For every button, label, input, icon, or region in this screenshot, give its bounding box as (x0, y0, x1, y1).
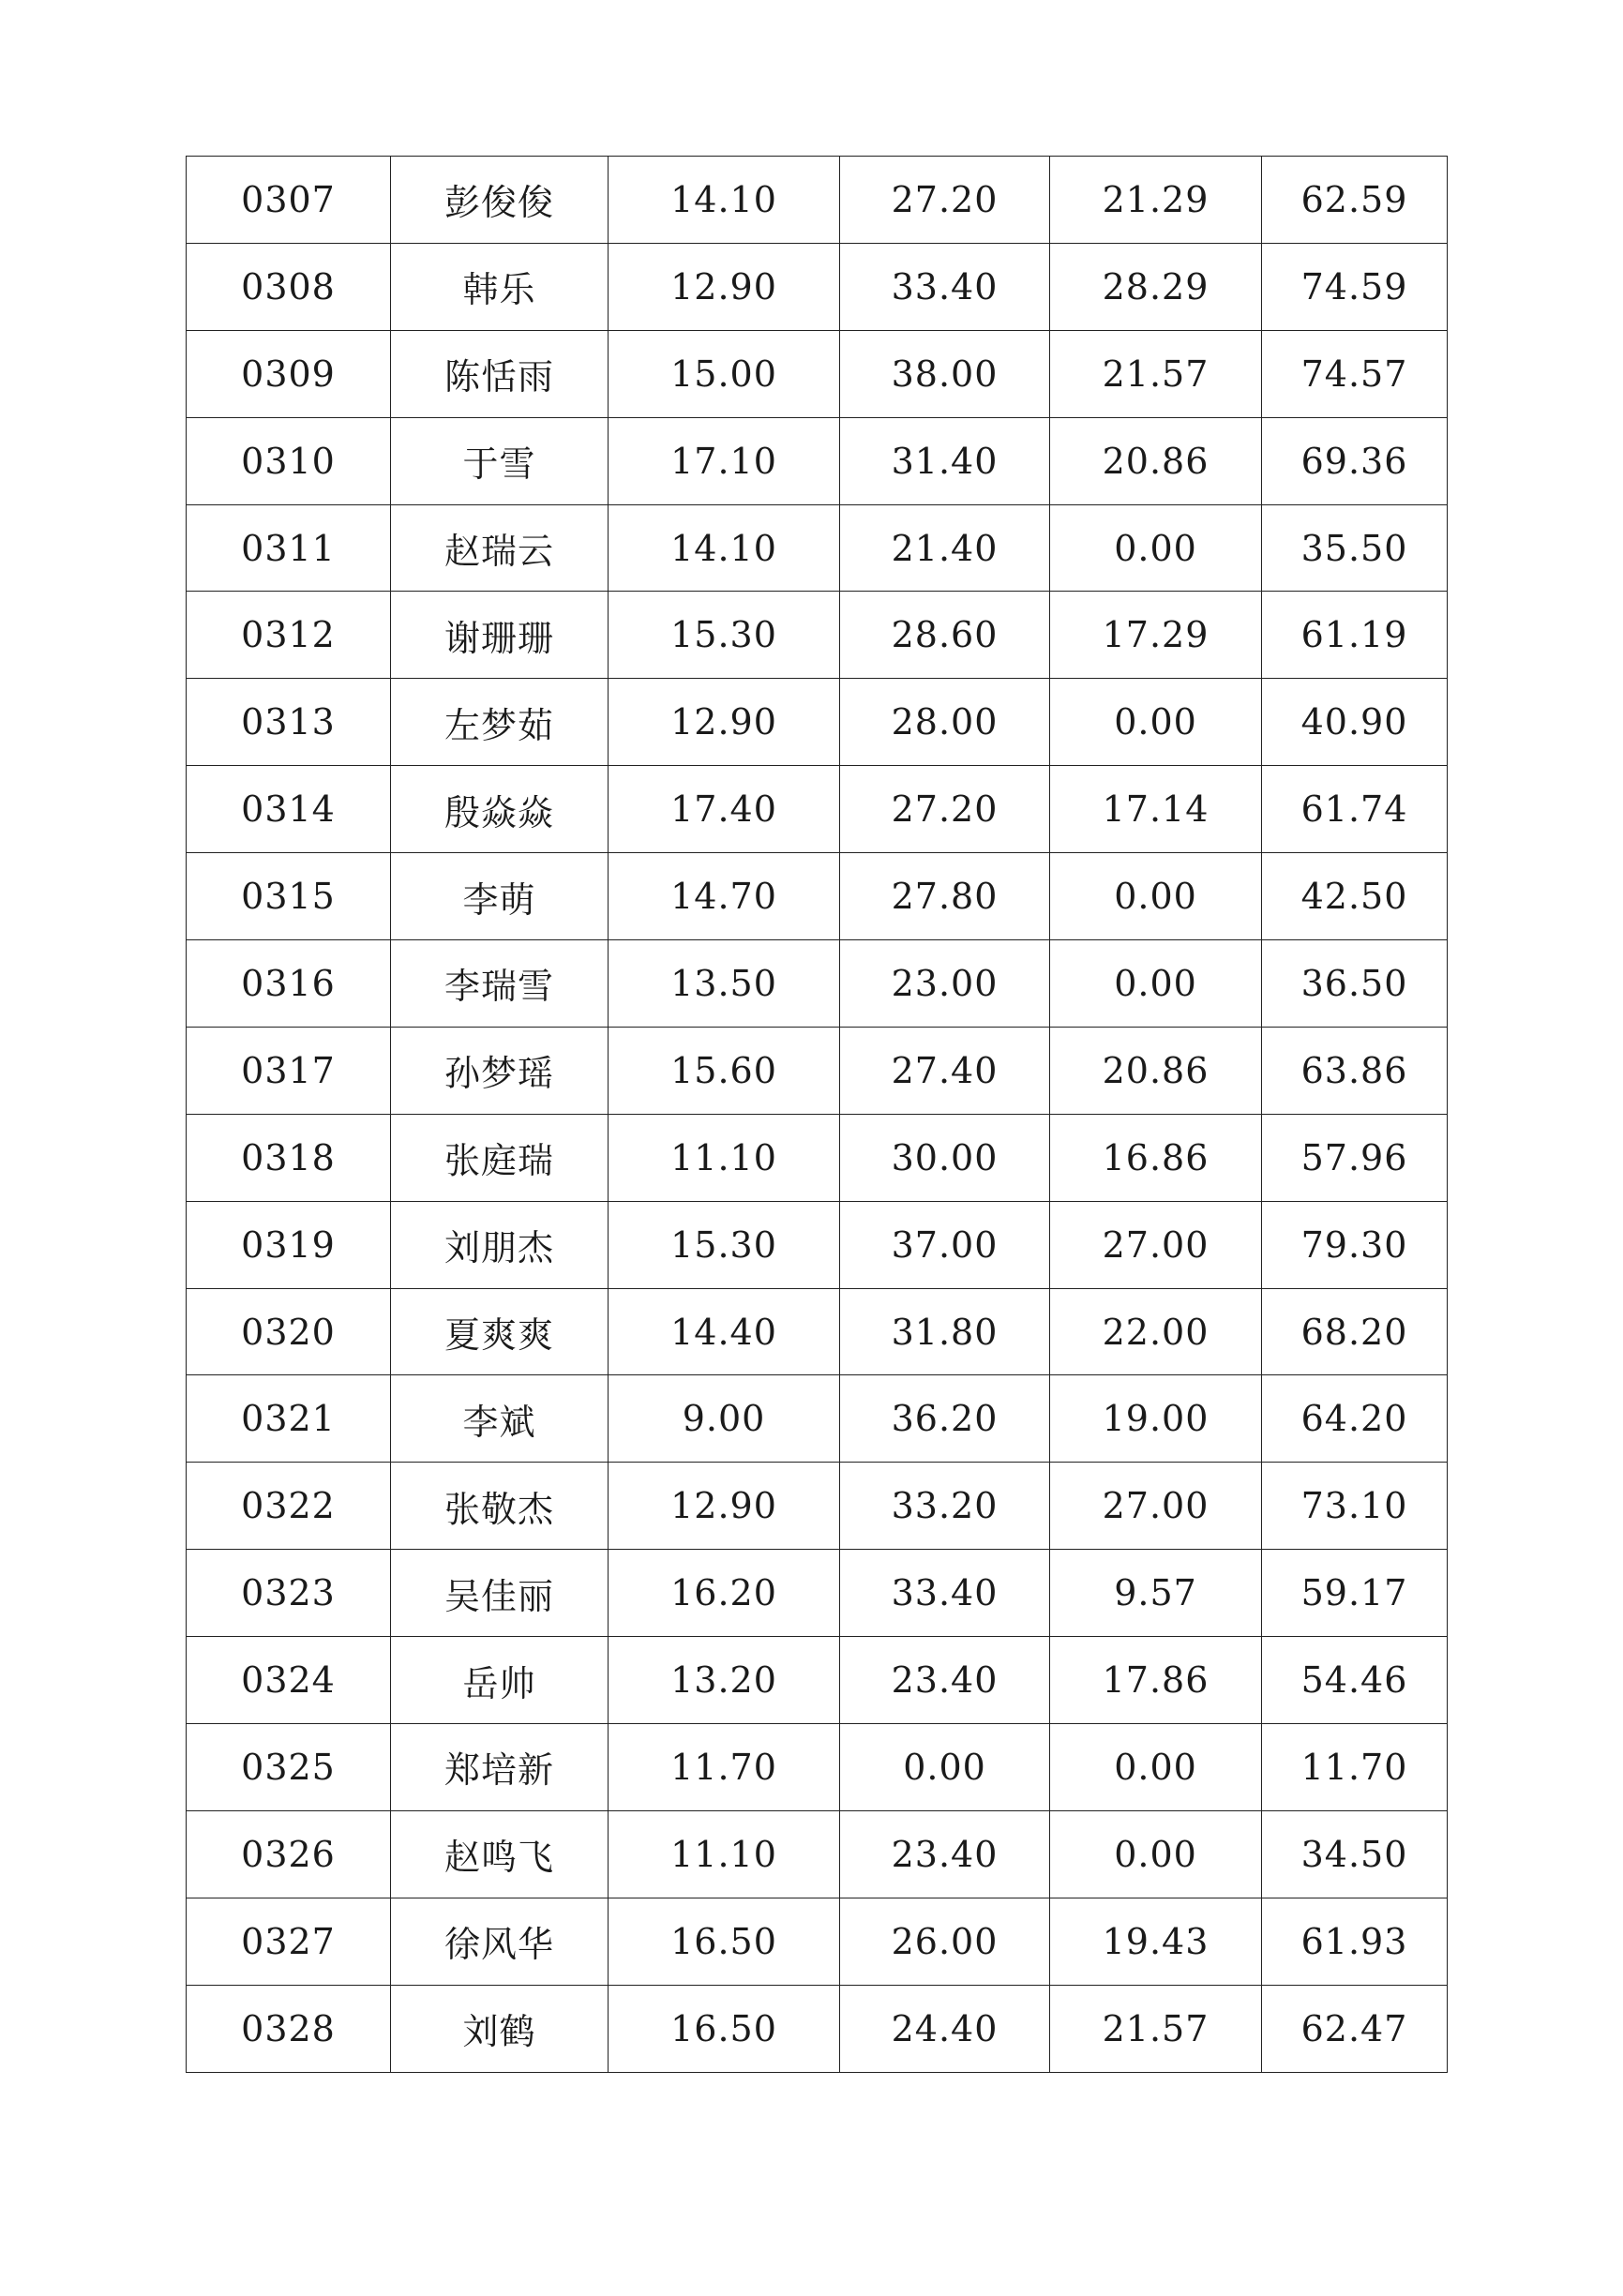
score3-cell: 17.86 (1050, 1637, 1262, 1724)
score2-cell: 27.20 (840, 766, 1050, 853)
id-cell: 0307 (187, 157, 391, 244)
table-row (187, 679, 1448, 766)
total-cell: 62.47 (1262, 1985, 1448, 2072)
total-cell: 74.59 (1262, 243, 1448, 330)
id-cell: 0322 (187, 1463, 391, 1550)
total-cell: 42.50 (1262, 853, 1448, 940)
score2-cell: 23.00 (840, 940, 1050, 1028)
table-row (187, 1810, 1448, 1898)
score3-cell: 21.29 (1050, 157, 1262, 244)
score3-cell: 20.86 (1050, 417, 1262, 504)
score1-cell: 11.10 (609, 1810, 840, 1898)
table-row (187, 766, 1448, 853)
total-cell: 54.46 (1262, 1637, 1448, 1724)
id-cell: 0312 (187, 592, 391, 679)
id-cell: 0316 (187, 940, 391, 1028)
table-row (187, 1898, 1448, 1985)
name-cell: 张庭瑞 (391, 1114, 609, 1201)
table-row (187, 243, 1448, 330)
score1-cell: 17.40 (609, 766, 840, 853)
total-cell: 35.50 (1262, 504, 1448, 592)
score2-cell: 26.00 (840, 1898, 1050, 1985)
score3-cell: 0.00 (1050, 679, 1262, 766)
score1-cell: 12.90 (609, 679, 840, 766)
score1-cell: 14.70 (609, 853, 840, 940)
table-row (187, 330, 1448, 417)
total-cell: 61.93 (1262, 1898, 1448, 1985)
score1-cell: 15.60 (609, 1027, 840, 1114)
table-row (187, 1637, 1448, 1724)
name-cell: 谢珊珊 (391, 592, 609, 679)
id-cell: 0317 (187, 1027, 391, 1114)
table-row (187, 592, 1448, 679)
score2-cell: 33.40 (840, 243, 1050, 330)
table-row (187, 1288, 1448, 1375)
table-row (187, 1724, 1448, 1811)
score-table (186, 156, 1448, 2073)
score3-cell: 9.57 (1050, 1550, 1262, 1637)
name-cell: 孙梦瑶 (391, 1027, 609, 1114)
score1-cell: 12.90 (609, 243, 840, 330)
score2-cell: 30.00 (840, 1114, 1050, 1201)
name-cell: 李瑞雪 (391, 940, 609, 1028)
name-cell: 岳帅 (391, 1637, 609, 1724)
score1-cell: 11.10 (609, 1114, 840, 1201)
total-cell: 61.19 (1262, 592, 1448, 679)
table-body (187, 157, 1448, 2073)
score2-cell: 0.00 (840, 1724, 1050, 1811)
name-cell: 刘朋杰 (391, 1201, 609, 1288)
name-cell: 吴佳丽 (391, 1550, 609, 1637)
total-cell: 61.74 (1262, 766, 1448, 853)
score1-cell: 15.00 (609, 330, 840, 417)
name-cell: 韩乐 (391, 243, 609, 330)
total-cell: 34.50 (1262, 1810, 1448, 1898)
name-cell: 郑培新 (391, 1724, 609, 1811)
total-cell: 79.30 (1262, 1201, 1448, 1288)
score1-cell: 14.10 (609, 157, 840, 244)
table-row (187, 504, 1448, 592)
score2-cell: 24.40 (840, 1985, 1050, 2072)
score1-cell: 17.10 (609, 417, 840, 504)
score1-cell: 11.70 (609, 1724, 840, 1811)
name-cell: 夏爽爽 (391, 1288, 609, 1375)
score3-cell: 0.00 (1050, 853, 1262, 940)
name-cell: 徐风华 (391, 1898, 609, 1985)
id-cell: 0314 (187, 766, 391, 853)
name-cell: 彭俊俊 (391, 157, 609, 244)
score1-cell: 13.50 (609, 940, 840, 1028)
total-cell: 36.50 (1262, 940, 1448, 1028)
total-cell: 64.20 (1262, 1375, 1448, 1463)
table-row (187, 1463, 1448, 1550)
score1-cell: 16.20 (609, 1550, 840, 1637)
table-row (187, 1375, 1448, 1463)
score1-cell: 9.00 (609, 1375, 840, 1463)
score2-cell: 33.40 (840, 1550, 1050, 1637)
table-row (187, 1985, 1448, 2072)
score1-cell: 15.30 (609, 1201, 840, 1288)
score2-cell: 28.60 (840, 592, 1050, 679)
score1-cell: 16.50 (609, 1898, 840, 1985)
score3-cell: 0.00 (1050, 1810, 1262, 1898)
score2-cell: 27.80 (840, 853, 1050, 940)
score3-cell: 22.00 (1050, 1288, 1262, 1375)
name-cell: 陈恬雨 (391, 330, 609, 417)
id-cell: 0324 (187, 1637, 391, 1724)
score2-cell: 23.40 (840, 1637, 1050, 1724)
score3-cell: 27.00 (1050, 1201, 1262, 1288)
name-cell: 李斌 (391, 1375, 609, 1463)
id-cell: 0327 (187, 1898, 391, 1985)
id-cell: 0325 (187, 1724, 391, 1811)
score1-cell: 14.10 (609, 504, 840, 592)
score2-cell: 36.20 (840, 1375, 1050, 1463)
score2-cell: 33.20 (840, 1463, 1050, 1550)
score1-cell: 15.30 (609, 592, 840, 679)
total-cell: 73.10 (1262, 1463, 1448, 1550)
score3-cell: 0.00 (1050, 504, 1262, 592)
id-cell: 0313 (187, 679, 391, 766)
total-cell: 63.86 (1262, 1027, 1448, 1114)
score1-cell: 14.40 (609, 1288, 840, 1375)
name-cell: 张敬杰 (391, 1463, 609, 1550)
table-row (187, 940, 1448, 1028)
score1-cell: 12.90 (609, 1463, 840, 1550)
id-cell: 0323 (187, 1550, 391, 1637)
table-row (187, 417, 1448, 504)
table-row (187, 157, 1448, 244)
total-cell: 74.57 (1262, 330, 1448, 417)
table-row (187, 1027, 1448, 1114)
total-cell: 57.96 (1262, 1114, 1448, 1201)
table-row (187, 853, 1448, 940)
id-cell: 0318 (187, 1114, 391, 1201)
score1-cell: 13.20 (609, 1637, 840, 1724)
id-cell: 0308 (187, 243, 391, 330)
score2-cell: 27.20 (840, 157, 1050, 244)
table-row (187, 1114, 1448, 1201)
score2-cell: 28.00 (840, 679, 1050, 766)
id-cell: 0311 (187, 504, 391, 592)
score3-cell: 28.29 (1050, 243, 1262, 330)
score3-cell: 21.57 (1050, 330, 1262, 417)
score2-cell: 21.40 (840, 504, 1050, 592)
total-cell: 11.70 (1262, 1724, 1448, 1811)
score2-cell: 27.40 (840, 1027, 1050, 1114)
total-cell: 62.59 (1262, 157, 1448, 244)
name-cell: 于雪 (391, 417, 609, 504)
score3-cell: 17.14 (1050, 766, 1262, 853)
score3-cell: 27.00 (1050, 1463, 1262, 1550)
score1-cell: 16.50 (609, 1985, 840, 2072)
id-cell: 0315 (187, 853, 391, 940)
score2-cell: 38.00 (840, 330, 1050, 417)
table-row (187, 1550, 1448, 1637)
score3-cell: 19.43 (1050, 1898, 1262, 1985)
total-cell: 68.20 (1262, 1288, 1448, 1375)
id-cell: 0319 (187, 1201, 391, 1288)
name-cell: 殷焱焱 (391, 766, 609, 853)
score3-cell: 20.86 (1050, 1027, 1262, 1114)
score2-cell: 31.80 (840, 1288, 1050, 1375)
id-cell: 0326 (187, 1810, 391, 1898)
score3-cell: 0.00 (1050, 940, 1262, 1028)
total-cell: 59.17 (1262, 1550, 1448, 1637)
score2-cell: 31.40 (840, 417, 1050, 504)
id-cell: 0320 (187, 1288, 391, 1375)
name-cell: 刘鹤 (391, 1985, 609, 2072)
score2-cell: 37.00 (840, 1201, 1050, 1288)
score3-cell: 16.86 (1050, 1114, 1262, 1201)
name-cell: 李萌 (391, 853, 609, 940)
score3-cell: 0.00 (1050, 1724, 1262, 1811)
name-cell: 左梦茹 (391, 679, 609, 766)
id-cell: 0309 (187, 330, 391, 417)
score3-cell: 21.57 (1050, 1985, 1262, 2072)
total-cell: 40.90 (1262, 679, 1448, 766)
id-cell: 0321 (187, 1375, 391, 1463)
total-cell: 69.36 (1262, 417, 1448, 504)
score2-cell: 23.40 (840, 1810, 1050, 1898)
id-cell: 0328 (187, 1985, 391, 2072)
score3-cell: 19.00 (1050, 1375, 1262, 1463)
score3-cell: 17.29 (1050, 592, 1262, 679)
name-cell: 赵瑞云 (391, 504, 609, 592)
id-cell: 0310 (187, 417, 391, 504)
name-cell: 赵鸣飞 (391, 1810, 609, 1898)
table-row (187, 1201, 1448, 1288)
